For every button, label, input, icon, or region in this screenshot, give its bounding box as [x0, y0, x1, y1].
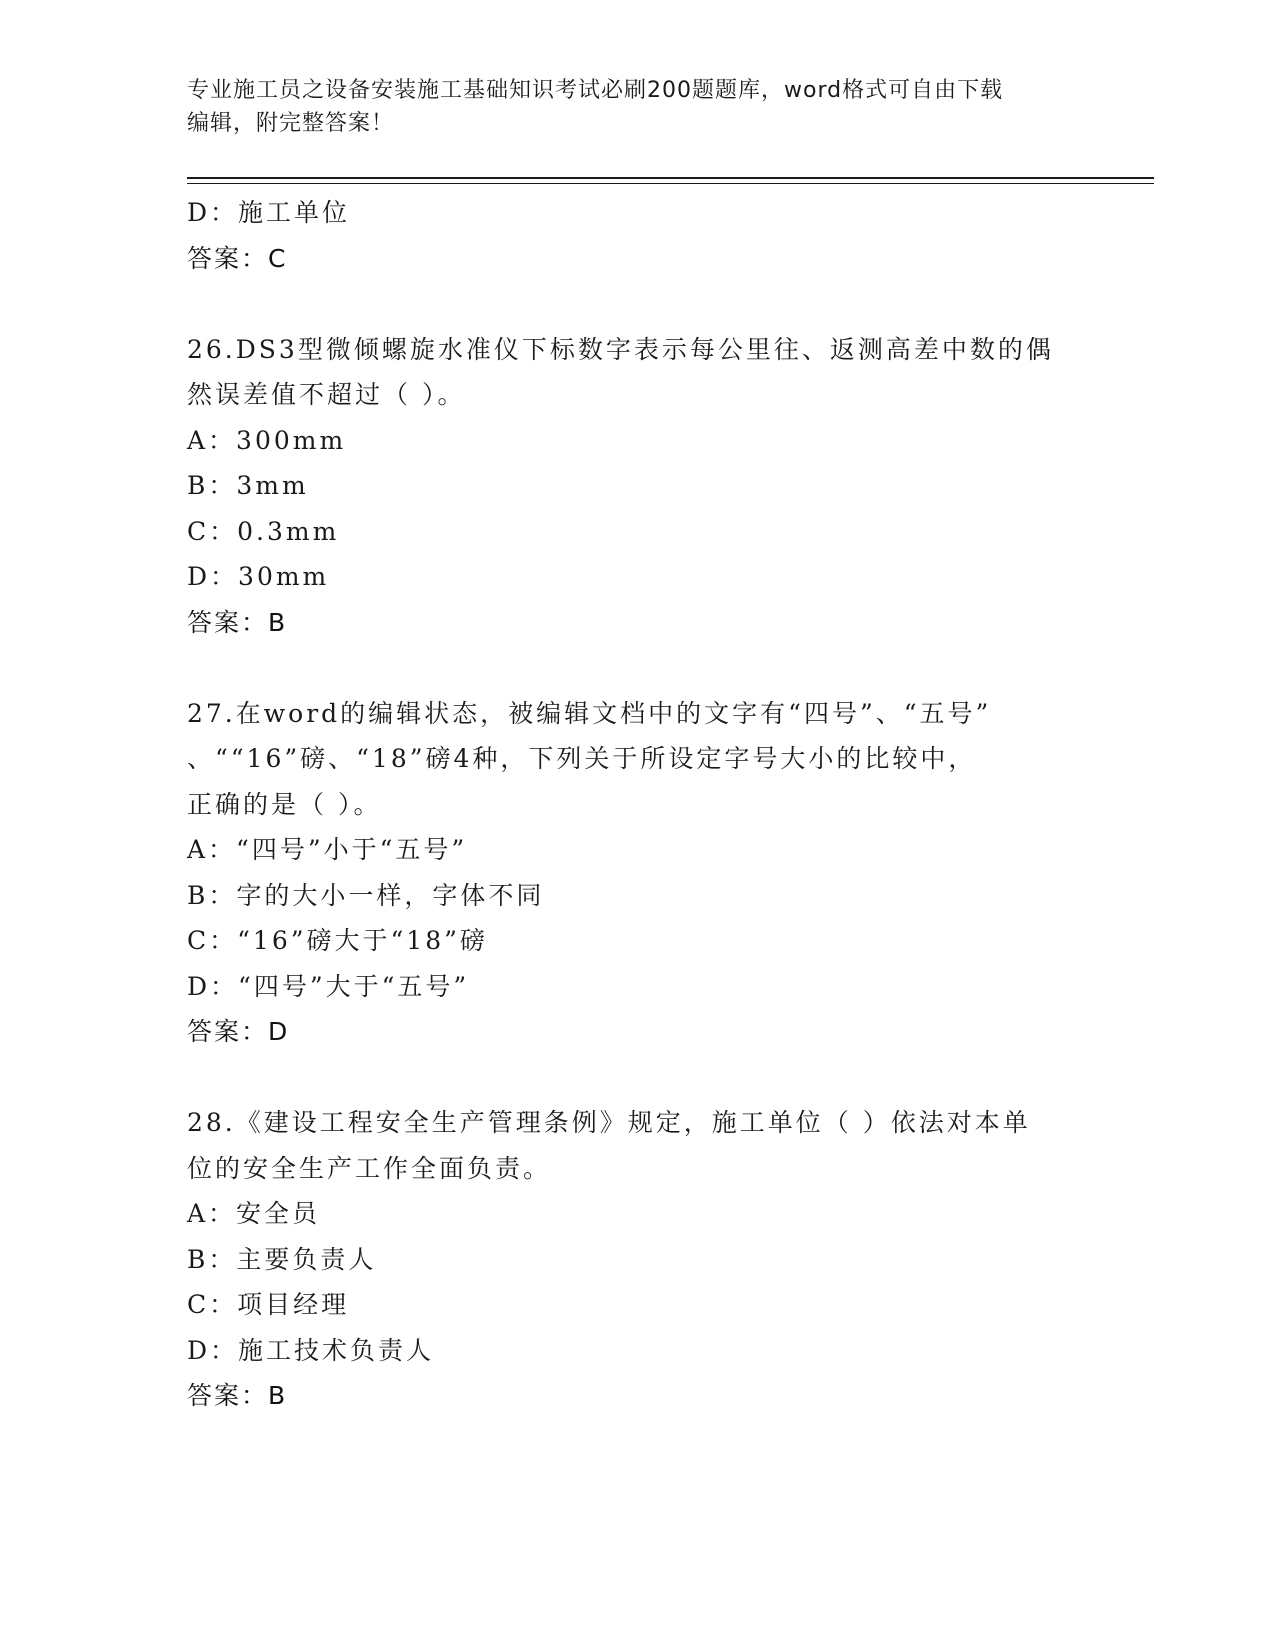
- answer-line: 答案：C: [187, 243, 288, 273]
- page-header: [187, 74, 1067, 140]
- question-28: [187, 1100, 1087, 1419]
- question-stem: 、““16”磅、“18”磅4种，下列关于所设定字号大小的比较中，: [187, 744, 977, 773]
- question-stem: 正确的是（ ）。: [187, 789, 382, 819]
- option-d: D：施工技术负责人: [187, 1335, 435, 1365]
- question-stem: 27.在word的编辑状态，被编辑文档中的文字有“四号”、“五号”: [187, 698, 992, 728]
- option-c: C：项目经理: [187, 1290, 350, 1319]
- spacer: [187, 645, 1087, 691]
- question-list: [187, 190, 1087, 1419]
- option-c: C：“16”磅大于“18”磅: [187, 926, 488, 955]
- option-a: A：300mm: [187, 425, 347, 455]
- header-title-line-2: 编辑，附完整答案！: [187, 111, 395, 136]
- option-d: D：30mm: [187, 562, 330, 591]
- option-d: D：“四号”大于“五号”: [187, 971, 470, 1001]
- question-stem: 26.DS3型微倾螺旋水准仪下标数字表示每公里往、返测高差中数的偶: [187, 334, 1054, 364]
- spacer: [187, 281, 1087, 327]
- answer-line: 答案：B: [187, 1381, 288, 1410]
- option-a: A：“四号”小于“五号”: [187, 835, 468, 864]
- answer-line: 答案：D: [187, 1017, 290, 1046]
- question-27: [187, 691, 1087, 1055]
- option-b: B：字的大小一样，字体不同: [187, 880, 545, 910]
- option-b: B：3mm: [187, 471, 309, 500]
- question-stem: 位的安全生产工作全面负责。: [187, 1153, 552, 1183]
- header-title-line-1: 专业施工员之设备安装施工基础知识考试必刷200题题库，word格式可自由下载: [187, 78, 1004, 103]
- question-stem: 然误差值不超过（ ）。: [187, 380, 466, 409]
- option-b: B：主要负责人: [187, 1244, 377, 1274]
- question-26: [187, 327, 1087, 646]
- option-d: D：施工单位: [187, 198, 351, 227]
- question-25-tail: [187, 190, 1087, 281]
- question-stem: 28.《建设工程安全生产管理条例》规定，施工单位（ ）依法对本单: [187, 1108, 1031, 1137]
- option-c: C：0.3mm: [187, 516, 340, 546]
- option-a: A：安全员: [187, 1199, 321, 1228]
- answer-line: 答案：B: [187, 607, 288, 637]
- header-divider-thick: [187, 177, 1154, 179]
- spacer: [187, 1055, 1087, 1101]
- header-divider-thin: [187, 183, 1154, 184]
